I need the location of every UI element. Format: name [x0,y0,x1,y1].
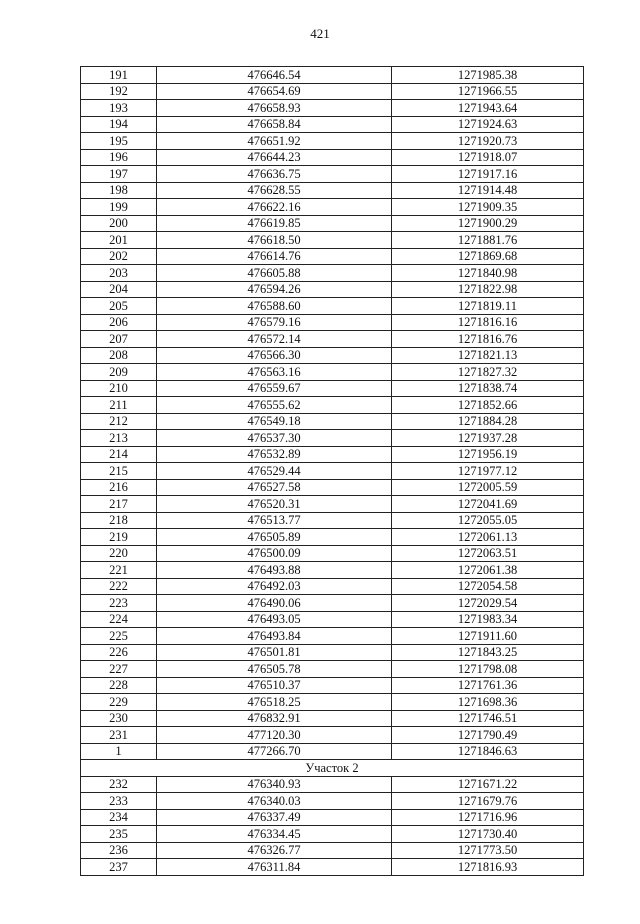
point-number-cell: 225 [81,628,157,645]
y-coordinate-cell: 1271917.16 [392,166,584,183]
table-row [81,199,584,216]
x-coordinate-cell: 476537.30 [157,430,392,447]
x-coordinate-cell: 476628.55 [157,182,392,199]
table-row [81,842,584,859]
point-number-cell: 222 [81,578,157,595]
point-number-cell: 200 [81,215,157,232]
x-coordinate-cell: 476513.77 [157,512,392,529]
x-coordinate-cell: 476579.16 [157,314,392,331]
point-number-cell: 206 [81,314,157,331]
point-number-cell: 211 [81,397,157,414]
point-number-cell: 193 [81,100,157,117]
y-coordinate-cell: 1271911.60 [392,628,584,645]
x-coordinate-cell: 476658.84 [157,116,392,133]
point-number-cell: 208 [81,347,157,364]
y-coordinate-cell: 1271918.07 [392,149,584,166]
y-coordinate-cell: 1272055.05 [392,512,584,529]
point-number-cell: 233 [81,793,157,810]
point-number-cell: 216 [81,479,157,496]
y-coordinate-cell: 1271679.76 [392,793,584,810]
x-coordinate-cell: 476520.31 [157,496,392,513]
table-row [81,331,584,348]
point-number-cell: 227 [81,661,157,678]
table-row [81,611,584,628]
point-number-cell: 214 [81,446,157,463]
y-coordinate-cell: 1271698.36 [392,694,584,711]
x-coordinate-cell: 476529.44 [157,463,392,480]
point-number-cell: 191 [81,67,157,84]
table-row [81,347,584,364]
x-coordinate-cell: 476505.89 [157,529,392,546]
table-row [81,100,584,117]
coordinates-body-2 [81,776,584,875]
x-coordinate-cell: 476337.49 [157,809,392,826]
point-number-cell: 228 [81,677,157,694]
table-row [81,314,584,331]
table-row [81,479,584,496]
point-number-cell: 202 [81,248,157,265]
x-coordinate-cell: 476492.03 [157,578,392,595]
table-row [81,364,584,381]
table-row [81,661,584,678]
point-number-cell: 210 [81,380,157,397]
y-coordinate-cell: 1271761.36 [392,677,584,694]
y-coordinate-cell: 1271822.98 [392,281,584,298]
point-number-cell: 196 [81,149,157,166]
x-coordinate-cell: 476658.93 [157,100,392,117]
y-coordinate-cell: 1271819.11 [392,298,584,315]
x-coordinate-cell: 476510.37 [157,677,392,694]
x-coordinate-cell: 476493.88 [157,562,392,579]
point-number-cell: 229 [81,694,157,711]
table-row [81,710,584,727]
y-coordinate-cell: 1271924.63 [392,116,584,133]
point-number-cell: 234 [81,809,157,826]
table-row [81,182,584,199]
table-row [81,281,584,298]
point-number-cell: 198 [81,182,157,199]
table-row [81,578,584,595]
table-row [81,727,584,744]
point-number-cell: 230 [81,710,157,727]
point-number-cell: 197 [81,166,157,183]
table-row [81,133,584,150]
point-number-cell: 194 [81,116,157,133]
y-coordinate-cell: 1271884.28 [392,413,584,430]
table-row [81,67,584,84]
x-coordinate-cell: 476326.77 [157,842,392,859]
y-coordinate-cell: 1271985.38 [392,67,584,84]
x-coordinate-cell: 476559.67 [157,380,392,397]
point-number-cell: 205 [81,298,157,315]
y-coordinate-cell: 1271920.73 [392,133,584,150]
x-coordinate-cell: 476644.23 [157,149,392,166]
y-coordinate-cell: 1272041.69 [392,496,584,513]
x-coordinate-cell: 476566.30 [157,347,392,364]
y-coordinate-cell: 1271716.96 [392,809,584,826]
x-coordinate-cell: 476500.09 [157,545,392,562]
point-number-cell: 221 [81,562,157,579]
y-coordinate-cell: 1271790.49 [392,727,584,744]
point-number-cell: 199 [81,199,157,216]
table-row [81,545,584,562]
y-coordinate-cell: 1271816.16 [392,314,584,331]
point-number-cell: 218 [81,512,157,529]
x-coordinate-cell: 476311.84 [157,859,392,876]
x-coordinate-cell: 476622.16 [157,199,392,216]
x-coordinate-cell: 476340.03 [157,793,392,810]
x-coordinate-cell: 476501.81 [157,644,392,661]
x-coordinate-cell: 476636.75 [157,166,392,183]
x-coordinate-cell: 476651.92 [157,133,392,150]
table-row [81,166,584,183]
x-coordinate-cell: 476334.45 [157,826,392,843]
point-number-cell: 235 [81,826,157,843]
coordinates-body-1 [81,67,584,760]
y-coordinate-cell: 1271909.35 [392,199,584,216]
y-coordinate-cell: 1271914.48 [392,182,584,199]
table-row [81,496,584,513]
point-number-cell: 237 [81,859,157,876]
y-coordinate-cell: 1271730.40 [392,826,584,843]
y-coordinate-cell: 1271843.25 [392,644,584,661]
y-coordinate-cell: 1271773.50 [392,842,584,859]
y-coordinate-cell: 1271966.55 [392,83,584,100]
x-coordinate-cell: 476505.78 [157,661,392,678]
point-number-cell: 1 [81,743,157,760]
table-row [81,595,584,612]
table-row [81,380,584,397]
y-coordinate-cell: 1271816.76 [392,331,584,348]
table-row [81,776,584,793]
point-number-cell: 203 [81,265,157,282]
y-coordinate-cell: 1271852.66 [392,397,584,414]
point-number-cell: 220 [81,545,157,562]
y-coordinate-cell: 1271881.76 [392,232,584,249]
y-coordinate-cell: 1271838.74 [392,380,584,397]
table-row [81,694,584,711]
table-row [81,215,584,232]
x-coordinate-cell: 477266.70 [157,743,392,760]
point-number-cell: 226 [81,644,157,661]
x-coordinate-cell: 476340.93 [157,776,392,793]
point-number-cell: 209 [81,364,157,381]
y-coordinate-cell: 1271937.28 [392,430,584,447]
table-row [81,826,584,843]
y-coordinate-cell: 1271798.08 [392,661,584,678]
point-number-cell: 215 [81,463,157,480]
y-coordinate-cell: 1272029.54 [392,595,584,612]
table-row [81,512,584,529]
table-row [81,562,584,579]
point-number-cell: 192 [81,83,157,100]
y-coordinate-cell: 1271816.93 [392,859,584,876]
table-row [81,446,584,463]
x-coordinate-cell: 476619.85 [157,215,392,232]
y-coordinate-cell: 1271827.32 [392,364,584,381]
y-coordinate-cell: 1272054.58 [392,578,584,595]
y-coordinate-cell: 1271846.63 [392,743,584,760]
table-row [81,859,584,876]
table-row [81,149,584,166]
x-coordinate-cell: 476555.62 [157,397,392,414]
x-coordinate-cell: 476527.58 [157,479,392,496]
table-row [81,298,584,315]
x-coordinate-cell: 476614.76 [157,248,392,265]
x-coordinate-cell: 477120.30 [157,727,392,744]
y-coordinate-cell: 1272061.13 [392,529,584,546]
point-number-cell: 219 [81,529,157,546]
point-number-cell: 212 [81,413,157,430]
y-coordinate-cell: 1271671.22 [392,776,584,793]
table-row [81,232,584,249]
table-row [81,628,584,645]
table-row [81,116,584,133]
table-row [81,413,584,430]
table-row [81,430,584,447]
point-number-cell: 204 [81,281,157,298]
point-number-cell: 236 [81,842,157,859]
table-row [81,743,584,760]
x-coordinate-cell: 476646.54 [157,67,392,84]
table-row [81,644,584,661]
point-number-cell: 232 [81,776,157,793]
point-number-cell: 217 [81,496,157,513]
x-coordinate-cell: 476588.60 [157,298,392,315]
x-coordinate-cell: 476532.89 [157,446,392,463]
y-coordinate-cell: 1271821.13 [392,347,584,364]
point-number-cell: 207 [81,331,157,348]
y-coordinate-cell: 1271840.98 [392,265,584,282]
x-coordinate-cell: 476618.50 [157,232,392,249]
x-coordinate-cell: 476493.84 [157,628,392,645]
x-coordinate-cell: 476594.26 [157,281,392,298]
point-number-cell: 213 [81,430,157,447]
table-row [81,529,584,546]
x-coordinate-cell: 476549.18 [157,413,392,430]
table-row [81,463,584,480]
table-row [81,265,584,282]
section-row [81,760,584,777]
table-row [81,83,584,100]
y-coordinate-cell: 1272005.59 [392,479,584,496]
y-coordinate-cell: 1272063.51 [392,545,584,562]
point-number-cell: 223 [81,595,157,612]
point-number-cell: 201 [81,232,157,249]
x-coordinate-cell: 476605.88 [157,265,392,282]
y-coordinate-cell: 1271943.64 [392,100,584,117]
section-label: Участок 2 [81,760,584,777]
x-coordinate-cell: 476832.91 [157,710,392,727]
x-coordinate-cell: 476654.69 [157,83,392,100]
coordinates-table [80,66,584,876]
table-row [81,793,584,810]
y-coordinate-cell: 1271977.12 [392,463,584,480]
table-row [81,248,584,265]
x-coordinate-cell: 476490.06 [157,595,392,612]
y-coordinate-cell: 1271746.51 [392,710,584,727]
point-number-cell: 231 [81,727,157,744]
x-coordinate-cell: 476518.25 [157,694,392,711]
table-row [81,677,584,694]
page-number: 421 [310,26,330,41]
y-coordinate-cell: 1271983.34 [392,611,584,628]
table-row [81,397,584,414]
y-coordinate-cell: 1271900.29 [392,215,584,232]
section-header-body [81,760,584,777]
y-coordinate-cell: 1272061.38 [392,562,584,579]
point-number-cell: 224 [81,611,157,628]
y-coordinate-cell: 1271869.68 [392,248,584,265]
x-coordinate-cell: 476572.14 [157,331,392,348]
point-number-cell: 195 [81,133,157,150]
table-row [81,809,584,826]
x-coordinate-cell: 476493.05 [157,611,392,628]
y-coordinate-cell: 1271956.19 [392,446,584,463]
x-coordinate-cell: 476563.16 [157,364,392,381]
